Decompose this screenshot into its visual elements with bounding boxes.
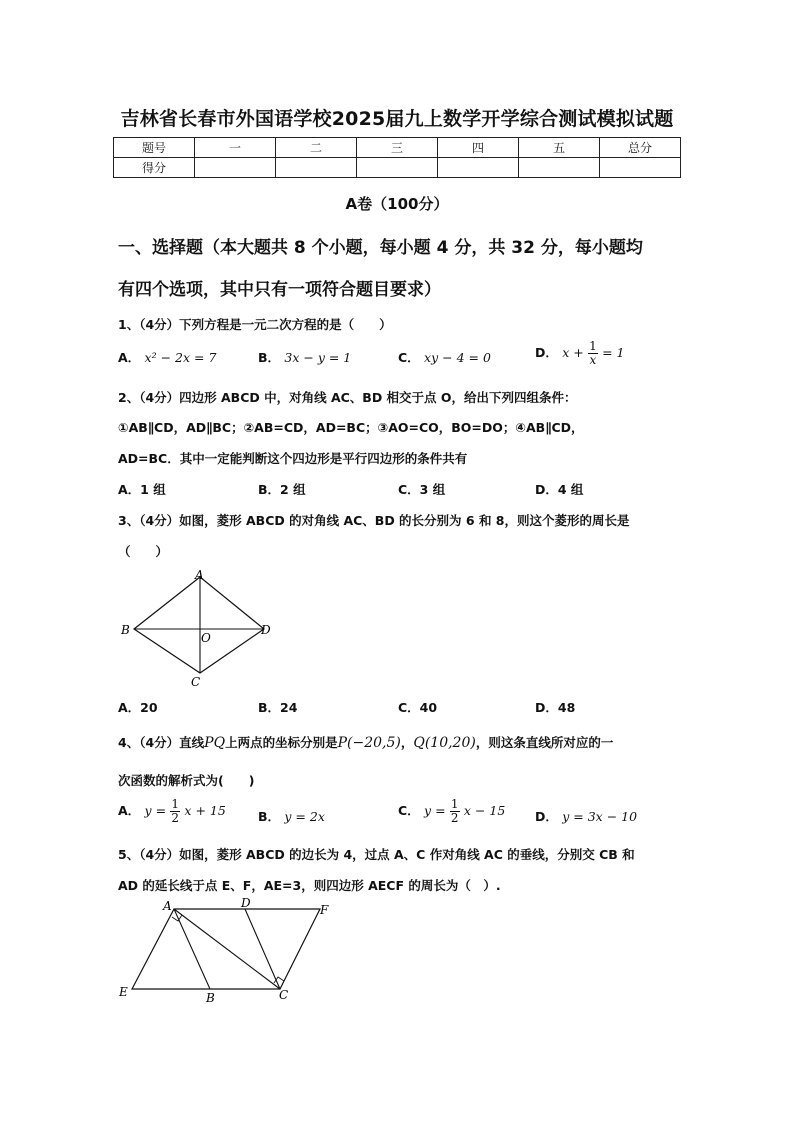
fraction-denominator: x — [589, 353, 597, 367]
q4-option-d-expr: y = 3x − 10 — [562, 809, 638, 824]
vertex-label-b: B — [121, 623, 130, 637]
point-label-b: B — [206, 991, 215, 1005]
q2-line3: AD=BC．其中一定能判断这个四边形是平行四边形的条件共有 — [118, 451, 468, 466]
point-label-a: A — [163, 899, 172, 913]
q1-option-d-post: = 1 — [602, 345, 625, 360]
q4-line-pq: PQ — [204, 735, 226, 751]
q2-option-b: B．2 组 — [258, 482, 306, 497]
diagonal-ac — [174, 909, 280, 989]
fraction-numerator: 1 — [171, 797, 180, 811]
score-cell — [438, 158, 519, 178]
score-cell — [600, 158, 681, 178]
q3-line1: 3、（4分）如图，菱形 ABCD 的对角线 AC、BD 的长分别为 6 和 8，则这个菱形的周长是 — [118, 513, 630, 528]
score-cell — [357, 158, 438, 178]
q2-option-c: C．3 组 — [398, 482, 446, 497]
q2-line2: ①AB∥CD，AD∥BC；②AB=CD，AD=BC；③AO=CO，BO=DO；④AB∥CD， — [118, 420, 584, 435]
q4-option-c-pre: y = — [424, 803, 446, 818]
score-table-score-row — [114, 158, 681, 178]
option-label: B． — [258, 350, 281, 365]
score-cell — [195, 158, 276, 178]
q1-option-a-expr: x² − 2x = 7 — [144, 350, 217, 365]
q5-parallelogram-figure — [112, 895, 342, 1007]
point-label-c: C — [279, 988, 289, 1002]
q1-option-b-expr: 3x − y = 1 — [284, 350, 352, 365]
option-label: C． — [398, 803, 420, 818]
q4-option-a-pre: y = — [144, 803, 167, 818]
fraction-numerator: 1 — [589, 339, 597, 353]
q3-option-d: D．48 — [535, 700, 576, 715]
q3-option-c: C．40 — [398, 700, 438, 715]
q4-option-a-fraction — [170, 798, 180, 825]
score-table-header-cell: 一 — [195, 138, 276, 158]
option-label: D． — [535, 345, 558, 360]
rhombus-outline — [134, 577, 264, 673]
score-table-row-label: 得分 — [114, 158, 195, 178]
q4-option-d — [535, 807, 637, 825]
q4-point-q: Q(10,20) — [413, 735, 476, 751]
score-table-header-cell: 四 — [438, 138, 519, 158]
score-table-header-row — [114, 138, 681, 158]
q4-option-c — [398, 798, 505, 825]
side-ab — [174, 909, 210, 989]
page-title: 吉林省长春市外国语学校2025届九上数学开学综合测试模拟试题 — [120, 108, 674, 130]
score-cell — [276, 158, 357, 178]
option-label: A． — [118, 350, 141, 365]
q4-option-b-expr: y = 2x — [284, 809, 325, 824]
point-label-d: D — [241, 896, 251, 910]
fraction-denominator: 2 — [171, 811, 180, 825]
q1-option-d-pre: x + — [562, 345, 584, 360]
q3-option-b: B．24 — [258, 700, 298, 715]
score-table — [113, 137, 681, 178]
q1-option-a — [118, 348, 216, 366]
q2-line1: 2、（4分）四边形 ABCD 中，对角线 AC、BD 相交于点 O，给出下列四组条件： — [118, 390, 577, 405]
q2-option-d: D．4 组 — [535, 482, 584, 497]
vertex-label-c: C — [191, 675, 201, 689]
fraction-denominator: 2 — [450, 811, 459, 825]
option-label: D． — [535, 809, 558, 824]
quadrilateral-aecf — [132, 909, 320, 989]
point-label-f: F — [320, 903, 329, 917]
score-table-header-cell: 题号 — [114, 138, 195, 158]
option-label: A． — [118, 803, 141, 818]
score-table-header-cell: 二 — [276, 138, 357, 158]
q4-stem-pre: 4、（4分）直线 — [118, 735, 205, 750]
q4-line2: 次函数的解析式为( ) — [118, 773, 255, 788]
q1-option-c-expr: xy − 4 = 0 — [424, 350, 491, 365]
center-label-o: O — [201, 631, 211, 645]
q5-line1: 5、（4分）如图，菱形 ABCD 的边长为 4，过点 A、C 作对角线 AC 的垂线，分别交 CB 和 — [118, 847, 635, 862]
q4-stem-post: ，则这条直线所对应的一 — [475, 735, 614, 750]
point-label-e: E — [119, 985, 128, 999]
q4-option-c-post: x − 15 — [463, 803, 506, 818]
q3-rhombus-figure — [112, 565, 282, 690]
vertex-label-a: A — [195, 568, 204, 582]
q1-option-b — [258, 348, 351, 366]
q3-option-a: A．20 — [118, 700, 158, 715]
q4-separator: ， — [400, 735, 414, 750]
option-label: C． — [398, 350, 420, 365]
q2-option-a: A．1 组 — [118, 482, 166, 497]
side-dc — [245, 909, 280, 989]
q1-stem: 1、（4分）下列方程是一元二次方程的是（ ） — [118, 317, 392, 332]
fraction-numerator: 1 — [450, 797, 459, 811]
option-label: B． — [258, 809, 281, 824]
section-title: A卷（100分） — [345, 195, 449, 213]
score-table-header-cell: 三 — [357, 138, 438, 158]
score-table-header-cell: 总分 — [600, 138, 681, 158]
score-cell — [519, 158, 600, 178]
q4-option-c-fraction — [450, 798, 460, 825]
q1-option-c — [398, 348, 491, 366]
q4-option-b — [258, 807, 325, 825]
q3-line2: （ ） — [118, 544, 169, 559]
q1-option-d-fraction — [588, 340, 598, 367]
part1-heading-line1: 一、选择题（本大题共 8 个小题，每小题 4 分，共 32 分，每小题均 — [118, 238, 643, 258]
vertex-label-d: D — [261, 623, 271, 637]
q4-point-p: P(−20,5) — [337, 735, 401, 751]
q1-option-d — [535, 340, 625, 367]
score-table-header-cell: 五 — [519, 138, 600, 158]
q4-option-a-post: x + 15 — [184, 803, 226, 818]
part1-heading-line2: 有四个选项，其中只有一项符合题目要求） — [118, 280, 441, 300]
q5-line2: AD 的延长线于点 E、F，AE=3，则四边形 AECF 的周长为（ ）. — [118, 878, 501, 893]
q4-option-a — [118, 798, 226, 825]
q4-stem-mid: 上两点的坐标分别是 — [225, 735, 338, 750]
q4-line1 — [118, 733, 688, 751]
